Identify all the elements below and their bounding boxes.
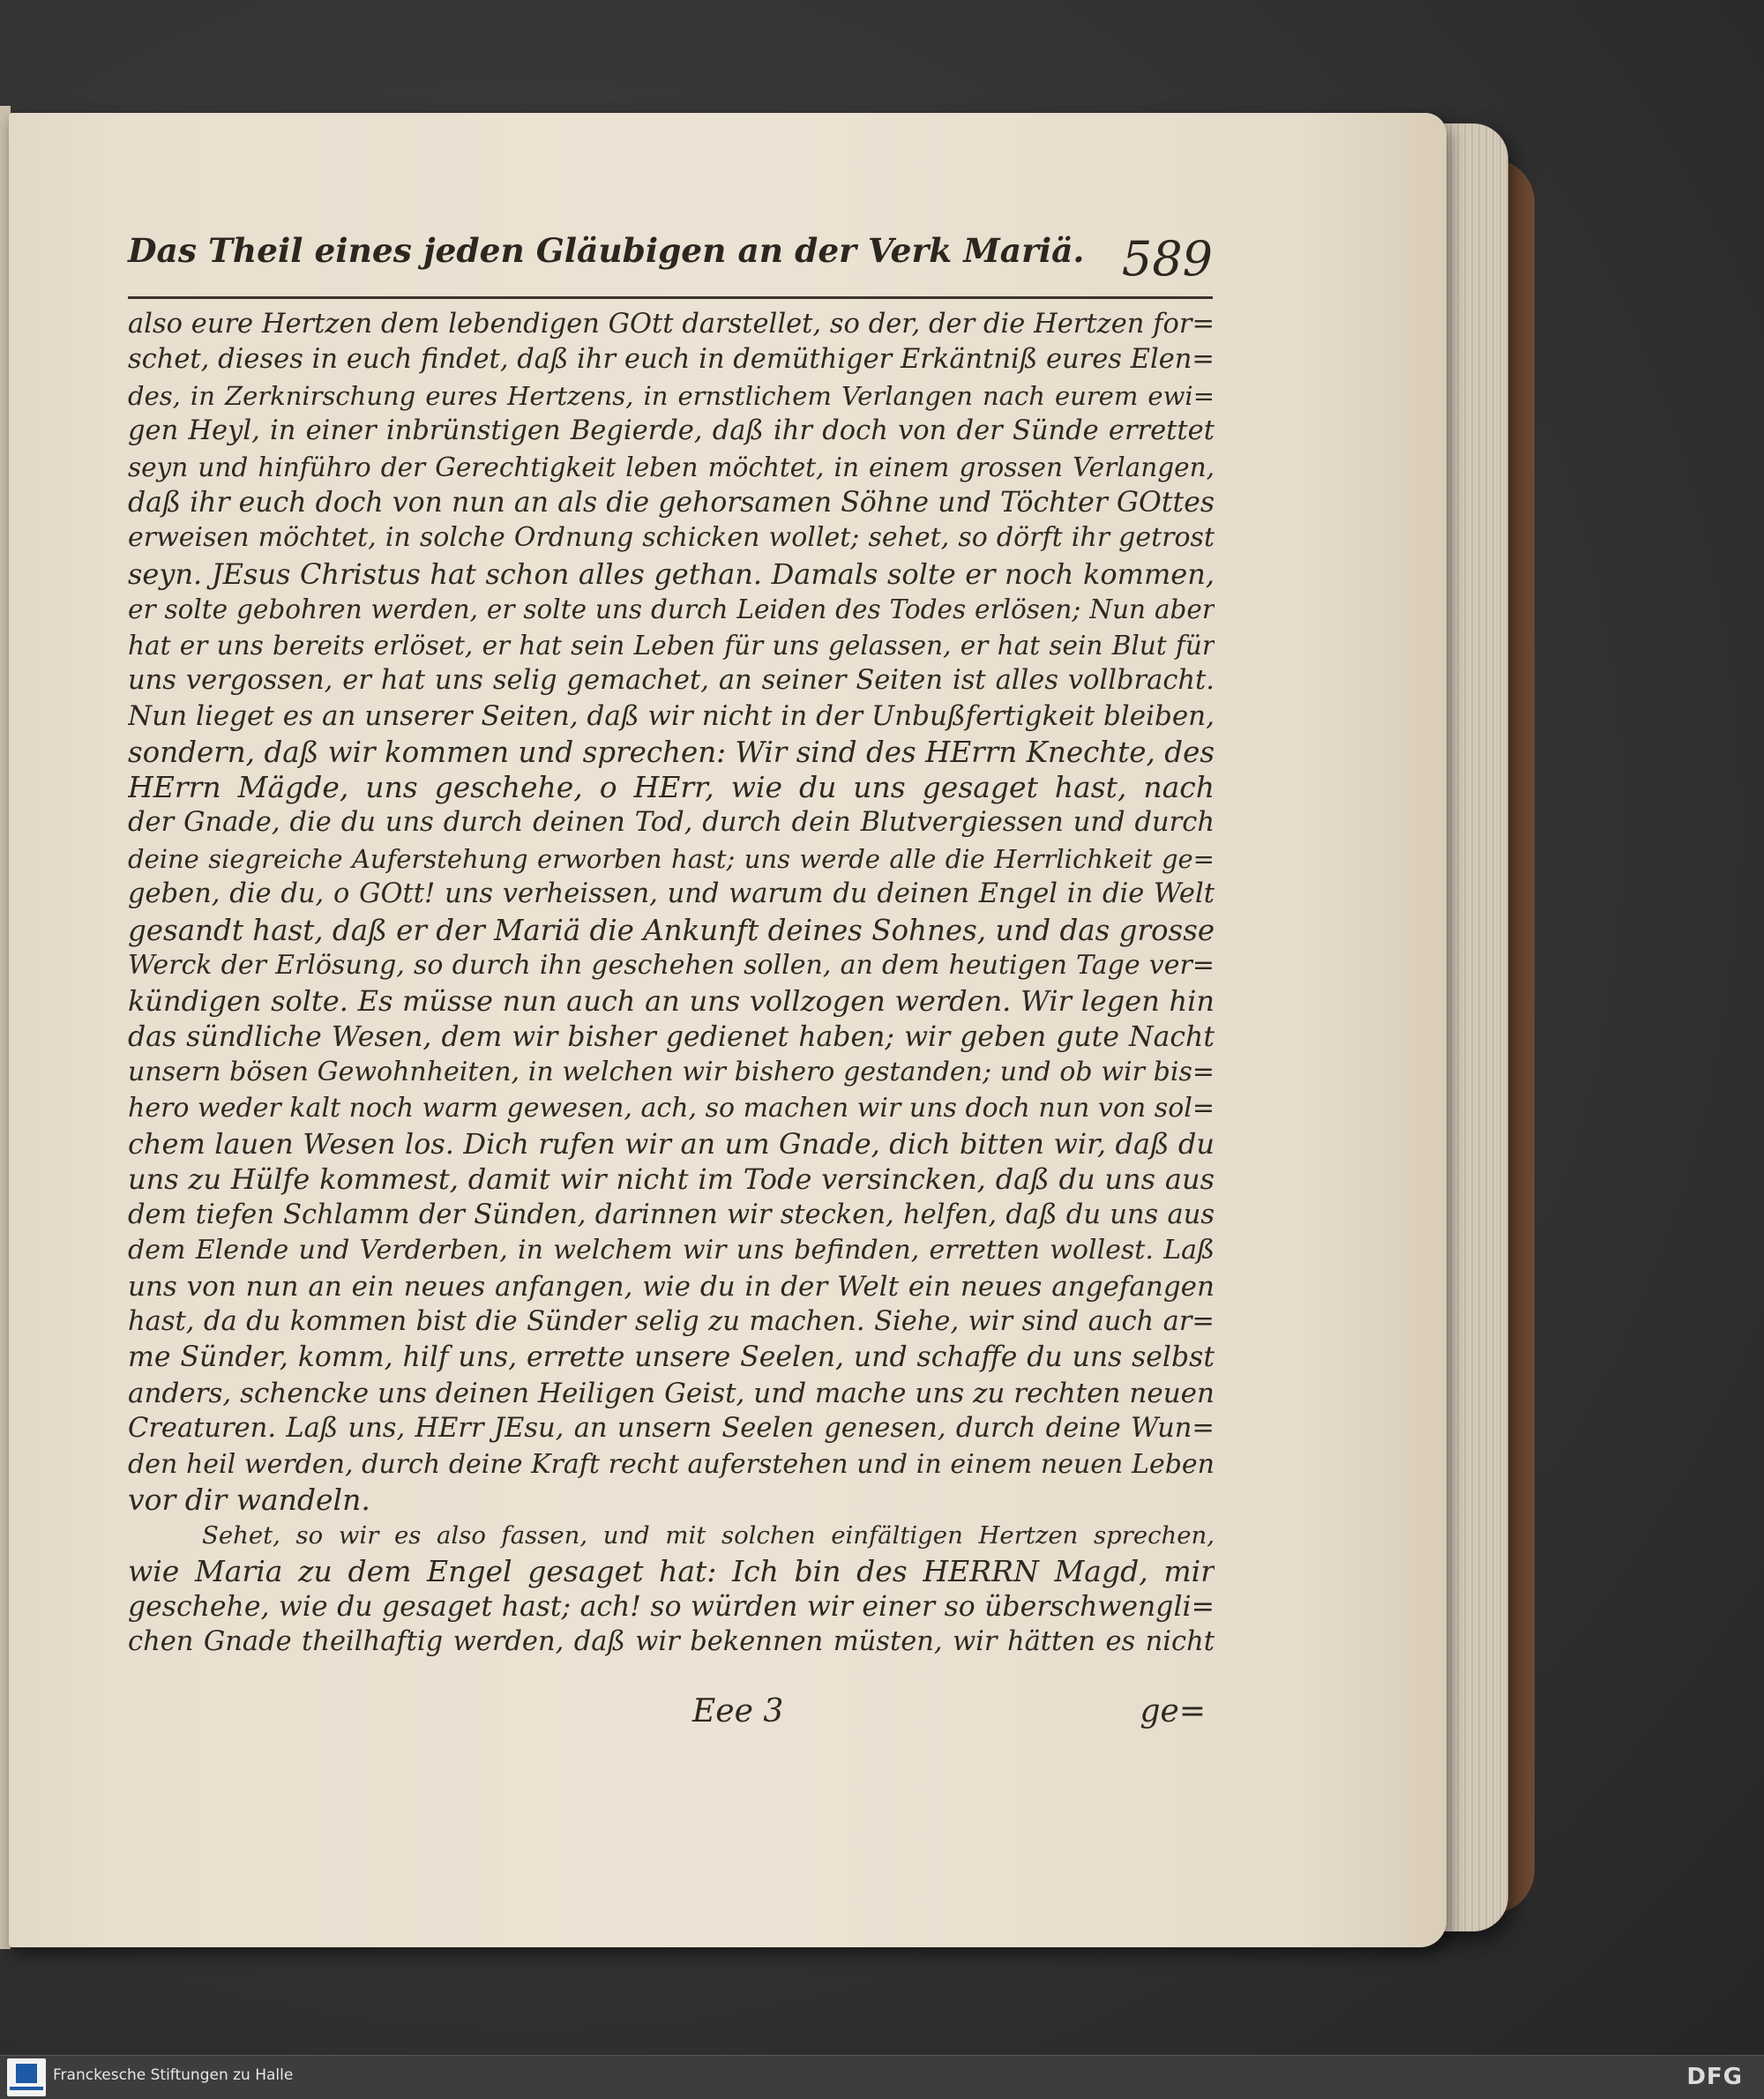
text-line: daß ihr euch doch von nun an als die gehorsamen Söhne und Töchter GOttes (128, 486, 1215, 519)
dfg-logo[interactable]: DFG (1686, 2064, 1743, 2090)
text-line: dem Elende und Verderben, in welchem wir uns befinden, erretten wollest. Laß (128, 1235, 1215, 1266)
text-line: anders, schencke uns deinen Heiligen Geist, und mache uns zu rechten neuen (128, 1377, 1215, 1409)
text-line: Werck der Erlösung, so durch ihn geschehen sollen, an dem heutigen Tage ver= (128, 950, 1215, 982)
text-line: er solte gebohren werden, er solte uns durch Leiden des Todes erlösen; Nun aber (128, 594, 1215, 625)
text-line: chem lauen Wesen los. Dich rufen wir an um Gnade, dich bitten wir, daß du (128, 1126, 1215, 1161)
text-line: deine siegreiche Auferstehung erworben hast; uns werde alle die Herrlichkeit ge= (128, 843, 1215, 874)
text-line: hast, da du kommen bist die Sünder selig zu machen. Siehe, wir sind auch ar= (128, 1305, 1215, 1337)
catchline (128, 1693, 1215, 1732)
body-text (128, 307, 1215, 1661)
text-line: hat er uns bereits erlöset, er hat sein Leben für uns gelassen, er hat sein Blut für (128, 630, 1215, 661)
text-line: HErrn Mägde, uns geschehe, o HErr, wie du uns gesaget hast, nach (128, 770, 1215, 805)
text-line: seyn. JEsus Christus hat schon alles gethan. Damals solte er noch kommen, (128, 556, 1215, 591)
text-line: geben, die du, o GOtt! uns verheissen, und warum du deinen Engel in die Welt (128, 878, 1215, 910)
signature-mark: Eee 3 (692, 1693, 784, 1729)
text-line: chen Gnade theilhaftig werden, daß wir bekennen müsten, wir hätten es nicht (128, 1626, 1215, 1658)
text-line: dem tiefen Schlamm der Sünden, darinnen wir stecken, helfen, daß du uns aus (128, 1199, 1215, 1230)
text-line: seyn und hinführo der Gerechtigkeit leben möchtet, in einem grossen Verlangen, (128, 452, 1215, 482)
text-line: das sündliche Wesen, dem wir bisher gedienet haben; wir geben gute Nacht (128, 1020, 1215, 1053)
page-number: 589 (1121, 231, 1213, 287)
text-line: des, in Zerknirschung eures Hertzens, in ernstlichem Verlangen nach eurem ewi= (128, 380, 1215, 411)
text-line: der Gnade, die du uns durch deinen Tod, durch dein Blutvergiessen und durch (128, 807, 1215, 839)
text-line: unsern bösen Gewohnheiten, in welchen wir bishero gestanden; und ob wir bis= (128, 1057, 1215, 1088)
text-line: uns zu Hülfe kommest, damit wir nicht im Tode versincken, daß du uns aus (128, 1162, 1215, 1197)
text-line: den heil werden, durch deine Kraft recht auferstehen und in einem neuen Leben (128, 1448, 1215, 1480)
text-line: kündigen solte. Es müsse nun auch an uns vollzogen werden. Wir legen hin (128, 984, 1215, 1019)
text-line: geschehe, wie du gesaget hast; ach! so würden wir einer so überschwengli= (128, 1591, 1215, 1624)
text-line: Creaturen. Laß uns, HErr JEsu, an unsern Seelen genesen, durch deine Wun= (128, 1413, 1215, 1445)
text-line: sondern, daß wir kommen und sprechen: Wir sind des HErrn Knechte, des (128, 735, 1215, 769)
text-line: wie Maria zu dem Engel gesaget hat: Ich bin des HERRN Magd, mir (128, 1553, 1215, 1588)
catchword: ge= (1140, 1693, 1206, 1729)
footer-credit[interactable]: Franckesche Stiftungen zu Halle (53, 2066, 294, 2084)
text-line: gen Heyl, in einer inbrünstigen Begierde, daß ihr doch von der Sünde errettet (128, 415, 1215, 447)
text-line: also eure Hertzen dem lebendigen GOtt darstellet, so der, der die Hertzen for= (128, 309, 1215, 340)
text-line: uns von nun an ein neues anfangen, wie du in der Welt ein neues angefangen (128, 1270, 1215, 1303)
header-rule (128, 296, 1213, 299)
running-head (128, 231, 1213, 293)
text-line: Sehet, so wir es also fassen, und mit solchen einfältigen Hertzen sprechen, (202, 1521, 1215, 1550)
text-line: me Sünder, komm, hilf uns, errette unsere Seelen, und schaffe du uns selbst (128, 1341, 1215, 1374)
running-head-title: Das Theil eines jeden Gläubigen an der Verk Mariä. (128, 231, 1085, 270)
franckesche-stiftungen-logo-icon[interactable] (7, 2058, 46, 2096)
text-line: erweisen möchtet, in solche Ordnung schicken wollet; sehet, so dörft ihr getrost (128, 522, 1215, 554)
text-line: vor dir wandeln. (128, 1482, 370, 1517)
text-line: gesandt hast, daß er der Mariä die Ankunft deines Sohnes, und das grosse (128, 913, 1215, 947)
footer-bar (0, 2055, 1764, 2099)
text-line: schet, dieses in euch findet, daß ihr euch in demüthiger Erkäntniß eures Elen= (128, 344, 1215, 376)
text-line: Nun lieget es an unserer Seiten, daß wir nicht in der Unbußfertigkeit bleiben, (128, 700, 1215, 733)
text-line: hero weder kalt noch warm gewesen, ach, so machen wir uns doch nun von sol= (128, 1092, 1215, 1124)
text-line: uns vergossen, er hat uns selig gemachet, an seiner Seiten ist alles vollbracht. (128, 664, 1215, 696)
